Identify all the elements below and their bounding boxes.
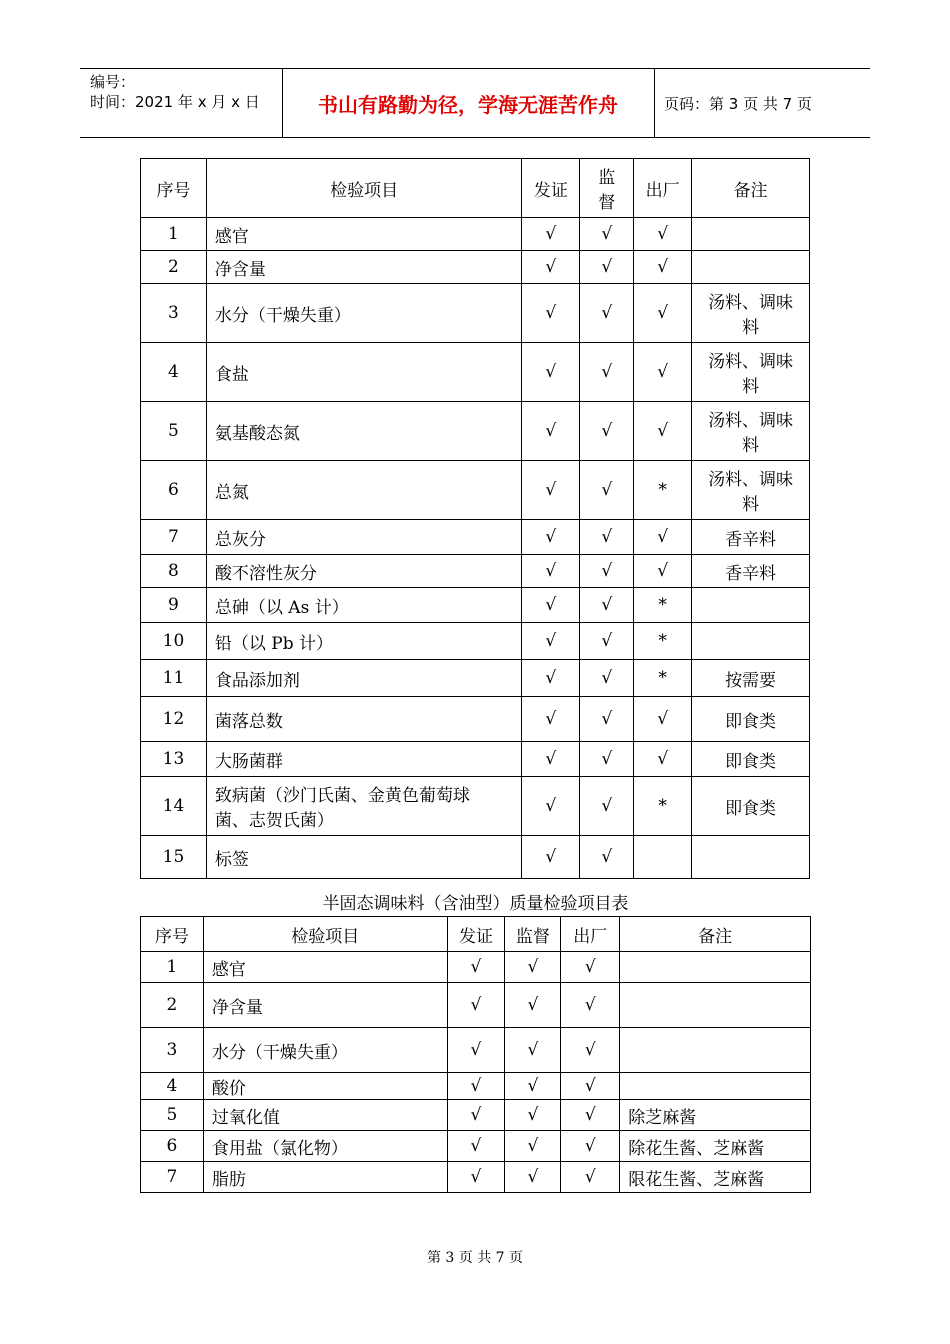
- row-note: 除芝麻酱: [620, 1100, 811, 1131]
- row-note: 即食类: [692, 742, 810, 777]
- row-cert-mark: √: [522, 520, 580, 555]
- row-number: 14: [141, 777, 207, 836]
- row-supervise-mark: √: [580, 461, 634, 520]
- row-factory-mark: √: [634, 218, 692, 251]
- row-cert-mark: √: [522, 777, 580, 836]
- row-supervise-mark: √: [505, 983, 561, 1028]
- row-cert-mark: √: [522, 461, 580, 520]
- row-number: 2: [141, 251, 207, 284]
- header-meta: [80, 69, 283, 137]
- row-item: 致病菌（沙门氏菌、金黄色葡萄球 菌、志贺氏菌）: [206, 777, 521, 836]
- header-supervise: 监督: [505, 917, 561, 952]
- row-factory-mark: [634, 836, 692, 879]
- row-item: 总灰分: [206, 520, 521, 555]
- row-supervise-mark: √: [580, 520, 634, 555]
- row-factory-mark: √: [634, 697, 692, 742]
- header-no: 序号: [141, 917, 204, 952]
- row-number: 6: [141, 1131, 204, 1162]
- table-row: [141, 218, 810, 251]
- table-row: [141, 461, 810, 520]
- row-number: 7: [141, 1162, 204, 1193]
- row-supervise-mark: √: [505, 1100, 561, 1131]
- header-item: 检验项目: [206, 159, 521, 218]
- table-row: [141, 983, 811, 1028]
- table-row: [141, 836, 810, 879]
- row-supervise-mark: √: [580, 555, 634, 588]
- row-note: 香辛料: [692, 555, 810, 588]
- row-item: 铅（以 Pb 计）: [206, 623, 521, 660]
- header-no: 序号: [141, 159, 207, 218]
- row-item: 水分（干燥失重）: [203, 1028, 447, 1073]
- row-item: 感官: [203, 952, 447, 983]
- row-note: [620, 1028, 811, 1073]
- row-number: 10: [141, 623, 207, 660]
- row-item: 感官: [206, 218, 521, 251]
- table-row: [141, 1073, 811, 1100]
- row-cert-mark: √: [522, 697, 580, 742]
- row-note: 汤料、调味 料: [692, 461, 810, 520]
- row-supervise-mark: √: [580, 284, 634, 343]
- row-note: 除花生酱、芝麻酱: [620, 1131, 811, 1162]
- row-factory-mark: √: [561, 1028, 620, 1073]
- row-number: 3: [141, 284, 207, 343]
- row-supervise-mark: √: [580, 251, 634, 284]
- row-supervise-mark: √: [580, 218, 634, 251]
- inspection-table-2: [140, 916, 811, 1193]
- row-supervise-mark: √: [580, 742, 634, 777]
- row-number: 4: [141, 343, 207, 402]
- row-number: 11: [141, 660, 207, 697]
- row-cert-mark: √: [522, 588, 580, 623]
- row-cert-mark: √: [522, 218, 580, 251]
- row-factory-mark: √: [561, 1073, 620, 1100]
- table-row: [141, 402, 810, 461]
- row-note: [620, 983, 811, 1028]
- row-note: [692, 623, 810, 660]
- row-number: 2: [141, 983, 204, 1028]
- row-cert-mark: √: [522, 251, 580, 284]
- header-factory: 出厂: [561, 917, 620, 952]
- row-cert-mark: √: [522, 402, 580, 461]
- table-row: [141, 520, 810, 555]
- header-item: 检验项目: [203, 917, 447, 952]
- row-factory-mark: √: [634, 402, 692, 461]
- row-cert-mark: √: [447, 1028, 505, 1073]
- row-item: 食品添加剂: [206, 660, 521, 697]
- row-factory-mark: √: [561, 1162, 620, 1193]
- row-note: 汤料、调味 料: [692, 284, 810, 343]
- row-number: 15: [141, 836, 207, 879]
- row-supervise-mark: √: [580, 660, 634, 697]
- table-2-caption: 半固态调味料（含油型）质量检验项目表: [322, 894, 629, 914]
- row-item: 食用盐（氯化物）: [203, 1131, 447, 1162]
- row-supervise-mark: √: [505, 952, 561, 983]
- table-row: [141, 1100, 811, 1131]
- row-item: 酸不溶性灰分: [206, 555, 521, 588]
- table-header-row: [141, 159, 810, 218]
- number-label: 编号：: [90, 73, 136, 91]
- row-item: 净含量: [203, 983, 447, 1028]
- row-factory-mark: *: [634, 777, 692, 836]
- row-note: [692, 836, 810, 879]
- time-label: 时间：2021 年 x 月 x 日: [90, 93, 260, 111]
- row-supervise-mark: √: [580, 623, 634, 660]
- row-cert-mark: √: [447, 1100, 505, 1131]
- row-item: 酸价: [203, 1073, 447, 1100]
- row-item: 过氧化值: [203, 1100, 447, 1131]
- table-row: [141, 555, 810, 588]
- table-row: [141, 952, 811, 983]
- row-item: 脂肪: [203, 1162, 447, 1193]
- row-number: 12: [141, 697, 207, 742]
- header-factory: 出厂: [634, 159, 692, 218]
- row-supervise-mark: √: [580, 402, 634, 461]
- row-item: 大肠菌群: [206, 742, 521, 777]
- row-number: 8: [141, 555, 207, 588]
- row-note: 汤料、调味 料: [692, 343, 810, 402]
- row-number: 1: [141, 218, 207, 251]
- row-cert-mark: √: [522, 343, 580, 402]
- row-number: 3: [141, 1028, 204, 1073]
- row-note: [692, 588, 810, 623]
- row-factory-mark: √: [634, 555, 692, 588]
- row-item: 菌落总数: [206, 697, 521, 742]
- row-supervise-mark: √: [580, 697, 634, 742]
- row-factory-mark: √: [634, 520, 692, 555]
- row-supervise-mark: √: [505, 1028, 561, 1073]
- row-item: 氨基酸态氮: [206, 402, 521, 461]
- row-cert-mark: √: [447, 952, 505, 983]
- row-note: [692, 251, 810, 284]
- row-number: 5: [141, 402, 207, 461]
- row-item: 净含量: [206, 251, 521, 284]
- row-factory-mark: √: [634, 343, 692, 402]
- page-header: [80, 68, 870, 138]
- table-row: [141, 284, 810, 343]
- inspection-table-1: [140, 158, 810, 879]
- row-note: 汤料、调味 料: [692, 402, 810, 461]
- table-row: [141, 697, 810, 742]
- row-cert-mark: √: [522, 660, 580, 697]
- table-row: [141, 1131, 811, 1162]
- row-note: 按需要: [692, 660, 810, 697]
- row-supervise-mark: √: [505, 1131, 561, 1162]
- table-row: [141, 623, 810, 660]
- row-item: 水分（干燥失重）: [206, 284, 521, 343]
- row-cert-mark: √: [447, 983, 505, 1028]
- row-cert-mark: √: [447, 1073, 505, 1100]
- row-factory-mark: *: [634, 461, 692, 520]
- row-cert-mark: √: [522, 836, 580, 879]
- table-row: [141, 251, 810, 284]
- page-footer: 第 3 页 共 7 页: [426, 1250, 524, 1266]
- row-supervise-mark: √: [580, 343, 634, 402]
- row-number: 9: [141, 588, 207, 623]
- row-cert-mark: √: [522, 742, 580, 777]
- row-cert-mark: √: [447, 1131, 505, 1162]
- row-note: 香辛料: [692, 520, 810, 555]
- row-number: 4: [141, 1073, 204, 1100]
- row-item: 标签: [206, 836, 521, 879]
- row-factory-mark: √: [561, 1131, 620, 1162]
- row-cert-mark: √: [522, 284, 580, 343]
- row-cert-mark: √: [447, 1162, 505, 1193]
- row-cert-mark: √: [522, 623, 580, 660]
- header-supervise: 监 督: [580, 159, 634, 218]
- row-note: 限花生酱、芝麻酱: [620, 1162, 811, 1193]
- row-number: 7: [141, 520, 207, 555]
- row-item: 总氮: [206, 461, 521, 520]
- row-note: 即食类: [692, 697, 810, 742]
- row-item: 食盐: [206, 343, 521, 402]
- table-row: [141, 660, 810, 697]
- table-row: [141, 1162, 811, 1193]
- row-factory-mark: √: [561, 983, 620, 1028]
- row-supervise-mark: √: [505, 1073, 561, 1100]
- row-number: 6: [141, 461, 207, 520]
- header-note: 备注: [692, 159, 810, 218]
- row-factory-mark: *: [634, 588, 692, 623]
- header-page-info: 页码：第 3 页 共 7 页: [664, 94, 812, 113]
- row-factory-mark: √: [561, 952, 620, 983]
- row-note: [620, 1073, 811, 1100]
- row-supervise-mark: √: [580, 588, 634, 623]
- row-factory-mark: *: [634, 623, 692, 660]
- row-factory-mark: *: [634, 660, 692, 697]
- table-row: [141, 1028, 811, 1073]
- row-supervise-mark: √: [505, 1162, 561, 1193]
- row-factory-mark: √: [634, 284, 692, 343]
- table-row: [141, 588, 810, 623]
- row-factory-mark: √: [634, 251, 692, 284]
- row-factory-mark: √: [561, 1100, 620, 1131]
- table-header-row: [141, 917, 811, 952]
- row-number: 5: [141, 1100, 204, 1131]
- row-cert-mark: √: [522, 555, 580, 588]
- row-note: 即食类: [692, 777, 810, 836]
- table-row: [141, 742, 810, 777]
- table-row: [141, 343, 810, 402]
- header-cert: 发证: [522, 159, 580, 218]
- header-cert: 发证: [447, 917, 505, 952]
- header-note: 备注: [620, 917, 811, 952]
- row-factory-mark: √: [634, 742, 692, 777]
- row-number: 13: [141, 742, 207, 777]
- row-note: [620, 952, 811, 983]
- row-item: 总砷（以 As 计）: [206, 588, 521, 623]
- table-row: [141, 777, 810, 836]
- row-supervise-mark: √: [580, 836, 634, 879]
- header-motto: 书山有路勤为径，学海无涯苦作舟: [282, 69, 655, 137]
- row-number: 1: [141, 952, 204, 983]
- row-note: [692, 218, 810, 251]
- row-supervise-mark: √: [580, 777, 634, 836]
